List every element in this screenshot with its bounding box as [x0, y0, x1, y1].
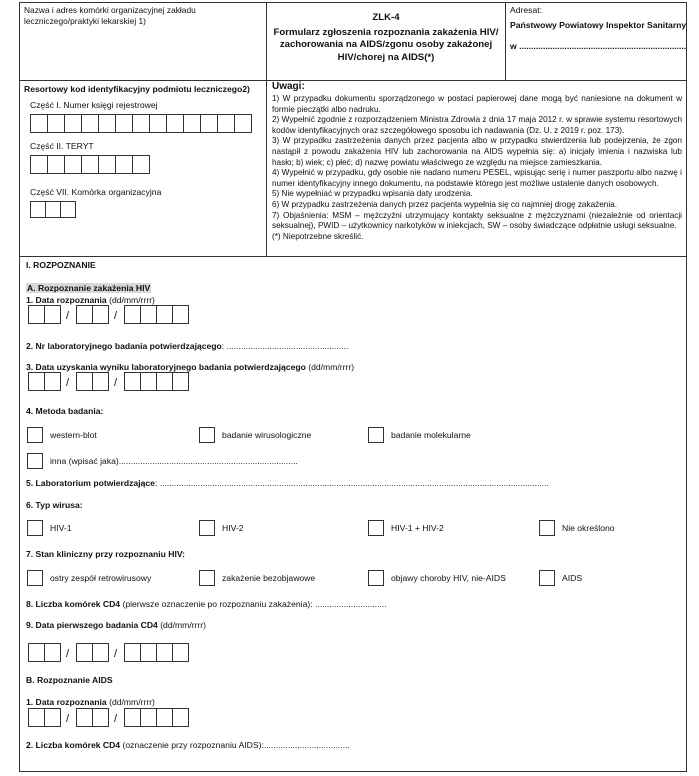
id-part1-cell[interactable] — [98, 114, 116, 133]
year-cell[interactable] — [140, 372, 157, 391]
uwagi-notes — [272, 94, 682, 242]
address-label: Nazwa i adres komórki organizacyjnej zakładu leczniczego/praktyki lekarskiej 1) — [24, 5, 196, 26]
id-part1-cell[interactable] — [47, 114, 65, 133]
q6-option-hiv2: HIV-2 — [222, 523, 244, 533]
adresat-name: Państwowy Powiatowy Inspektor Sanitarny — [510, 20, 687, 30]
b1-bold: 1. Data rozpoznania — [26, 697, 107, 707]
b2-rest[interactable]: (oznaczenie przy rozpoznaniu AIDS):.................................... — [120, 740, 350, 750]
q5-dots[interactable]: : ................................................................................................................................................................... — [154, 478, 549, 488]
b2-label — [26, 740, 350, 751]
q4-checkbox-western-blot[interactable] — [27, 427, 43, 443]
date-separator: / — [66, 310, 70, 322]
id-part1-cell[interactable] — [166, 114, 184, 133]
note-5: 5) Nie wypełniać w przypadku wpisania daty urodzenia. — [272, 189, 473, 199]
date-separator: / — [114, 377, 118, 389]
q1-bold: 1. Data rozpoznania — [26, 295, 107, 305]
month-cell[interactable] — [92, 708, 109, 727]
q7-checkbox-bezobjawowe[interactable] — [199, 570, 215, 586]
id-part2-label: Część II. TERYT — [30, 141, 94, 151]
id-part1-cell[interactable] — [217, 114, 235, 133]
date-separator: / — [114, 310, 118, 322]
id-part1-cell[interactable] — [132, 114, 150, 133]
adresat-w-field[interactable]: w ...................................................................... — [510, 41, 687, 51]
date-separator: / — [66, 377, 70, 389]
q6-checkbox-nieokreslono[interactable] — [539, 520, 555, 536]
uwagi-title: Uwagi: — [272, 81, 305, 92]
id-part2-cell[interactable] — [81, 155, 99, 174]
form-code: ZLK-4 — [372, 12, 400, 23]
q2-bold: 2. Nr laboratoryjnego badania potwierdzającego — [26, 341, 222, 351]
q4-label: 4. Metoda badania: — [26, 406, 104, 416]
id-part1-cell[interactable] — [64, 114, 82, 133]
month-cell[interactable] — [92, 305, 109, 324]
id-part7-cell[interactable] — [60, 201, 76, 218]
q9-bold: 9. Data pierwszego badania CD4 — [26, 620, 158, 630]
q9-hint: (dd/mm/rrrr) — [157, 620, 207, 630]
id-part1-label: Część I. Numer księgi rejestrowej — [30, 100, 158, 110]
id-code-title: Resortowy kod identyfikacyjny podmiotu leczniczego2) — [24, 84, 250, 94]
month-cell[interactable] — [76, 305, 93, 324]
q4-option-western-blot: western-blot — [50, 430, 97, 440]
id-part2-cell[interactable] — [47, 155, 65, 174]
day-cell[interactable] — [44, 305, 61, 324]
date-separator: / — [114, 713, 118, 725]
b2-bold: 2. Liczba komórek CD4 — [26, 740, 121, 750]
day-cell[interactable] — [44, 643, 61, 662]
id-part1-cell[interactable] — [81, 114, 99, 133]
q5-bold: 5. Laboratorium potwierdzające — [26, 478, 155, 488]
year-cell[interactable] — [124, 372, 141, 391]
q6-checkbox-hiv1[interactable] — [27, 520, 43, 536]
b1-label — [26, 697, 155, 708]
form-title-line-2: zachorowania na AIDS/zgonu osoby zakażonej — [279, 39, 493, 50]
q3-hint: (dd/mm/rrrr) — [305, 362, 355, 372]
month-cell[interactable] — [92, 372, 109, 391]
year-cell[interactable] — [156, 372, 173, 391]
id-part1-cell[interactable] — [234, 114, 252, 133]
id-part1-cell[interactable] — [149, 114, 167, 133]
id-part2-cell[interactable] — [132, 155, 150, 174]
day-cell[interactable] — [28, 305, 45, 324]
q7-checkbox-objawy[interactable] — [368, 570, 384, 586]
q2-dots[interactable]: : ................................................... — [221, 341, 349, 351]
year-cell[interactable] — [140, 305, 157, 324]
q9-label — [26, 620, 206, 631]
day-cell[interactable] — [44, 372, 61, 391]
note-4: 4) Wypełnić w przypadku, gdy osobie nie nadano numeru PESEL, wpisując serię i numer paszportu albo nazwę i numer identyfikacyjny innego dokumentu, na podstawie którego jest możliwe ustalenie danych osobowych. — [272, 168, 682, 188]
q4-checkbox-wirusologiczne[interactable] — [199, 427, 215, 443]
q6-option-nieokreslono: Nie określono — [562, 523, 615, 533]
form-title — [268, 12, 504, 64]
month-cell[interactable] — [92, 643, 109, 662]
q6-checkbox-hiv1-hiv2[interactable] — [368, 520, 384, 536]
year-cell[interactable] — [124, 305, 141, 324]
q4-checkbox-other[interactable] — [27, 453, 43, 469]
year-cell[interactable] — [124, 643, 141, 662]
day-cell[interactable] — [28, 643, 45, 662]
column-divider-left — [266, 2, 267, 256]
id-part1-cell[interactable] — [200, 114, 218, 133]
q7-label: 7. Stan kliniczny przy rozpoznaniu HIV: — [26, 549, 186, 559]
q6-option-hiv1-hiv2: HIV-1 + HIV-2 — [391, 523, 444, 533]
adresat-label: Adresat: — [510, 5, 543, 15]
q3-bold: 3. Data uzyskania wyniku laboratoryjnego badania potwierdzającego — [26, 362, 306, 372]
id-part2-cell[interactable] — [30, 155, 48, 174]
note-2: 2) Wypełnić zgodnie z rozporządzeniem Ministra Zdrowia z dnia 17 maja 2012 r. w sprawie systemu resortowych kodów identyfikacyjnych oraz szczegółowego sposobu ich nadawania (Dz. U. z 2019 r. poz. 173). — [272, 115, 682, 135]
date-separator: / — [114, 648, 118, 660]
day-cell[interactable] — [28, 708, 45, 727]
header-divider — [19, 80, 687, 81]
note-7: 7) Objaśnienia: MSM – mężczyźni utrzymujący kontakty seksualne z mężczyznami (niezależnie od orientacji seksualnej), PWID – użytkownicy narkotyków w iniekcjach, SW – osoby świadczące odpłatnie usługi seksualne. — [272, 210, 682, 231]
year-cell[interactable] — [140, 643, 157, 662]
q5-label — [26, 478, 549, 489]
q7-checkbox-aids[interactable] — [539, 570, 555, 586]
id-part1-cell[interactable] — [30, 114, 48, 133]
year-cell[interactable] — [156, 708, 173, 727]
q6-label: 6. Typ wirusa: — [26, 500, 83, 510]
year-cell[interactable] — [156, 643, 173, 662]
q4-option-wirusologiczne: badanie wirusologiczne — [222, 430, 312, 440]
section-divider — [19, 256, 687, 257]
q7-option-ostry: ostry zespół retrowirusowy — [50, 573, 152, 583]
note-1: 1) W przypadku dokumentu sporządzonego w postaci papierowej dane mogą być naniesione na dokument w formie pieczątki albo nadruku. — [272, 94, 682, 114]
q8-bold: 8. Liczba komórek CD4 — [26, 599, 121, 609]
column-divider-right — [505, 2, 506, 80]
q4-checkbox-molekularne[interactable] — [368, 427, 384, 443]
section-title: I. ROZPOZNANIE — [26, 260, 96, 270]
year-cell[interactable] — [156, 305, 173, 324]
date-separator: / — [66, 713, 70, 725]
q4-option-other[interactable]: inna (wpisać jaka)........................................................................... — [50, 456, 298, 466]
a-title: A. Rozpoznanie zakażenia HIV — [27, 283, 151, 293]
day-cell[interactable] — [28, 372, 45, 391]
id-part2-cell[interactable] — [98, 155, 116, 174]
date-separator: / — [66, 648, 70, 660]
year-cell[interactable] — [172, 708, 189, 727]
day-cell[interactable] — [44, 708, 61, 727]
q8-rest[interactable]: (pierwsze oznaczenie po rozpoznaniu zakażenia): .............................. — [120, 599, 387, 609]
a-title-wrap — [26, 283, 151, 294]
id-part1-cell[interactable] — [115, 114, 133, 133]
id-part2-cell[interactable] — [64, 155, 82, 174]
month-cell[interactable] — [76, 643, 93, 662]
q2-label — [26, 341, 348, 352]
month-cell[interactable] — [76, 708, 93, 727]
id-part7-cell[interactable] — [30, 201, 46, 218]
id-part2-cell[interactable] — [115, 155, 133, 174]
id-part1-cell[interactable] — [183, 114, 201, 133]
q7-option-bezobjawowe: zakażenie bezobjawowe — [222, 573, 316, 583]
form-title-line-1: Formularz zgłoszenia rozpoznania zakażenia HIV/ — [273, 26, 499, 38]
id-part7-label: Część VII. Komórka organizacyjna — [30, 187, 162, 197]
year-cell[interactable] — [172, 372, 189, 391]
b-title: B. Rozpoznanie AIDS — [26, 675, 113, 685]
year-cell[interactable] — [124, 708, 141, 727]
q7-option-objawy: objawy choroby HIV, nie-AIDS — [391, 573, 506, 583]
month-cell[interactable] — [76, 372, 93, 391]
id-part7-cell[interactable] — [45, 201, 61, 218]
note-6: 6) W przypadku zastrzeżenia danych przez pacjenta wypełnia się co najmniej drogę zakażenia. — [272, 199, 617, 209]
b1-hint: (dd/mm/rrrr) — [106, 697, 155, 707]
q7-option-aids: AIDS — [562, 573, 583, 583]
year-cell[interactable] — [172, 643, 189, 662]
q6-option-hiv1: HIV-1 — [50, 523, 72, 533]
form-title-line-3: HIV/chorej na AIDS(*) — [337, 51, 435, 63]
note-3: 3) W przypadku zastrzeżenia danych przez pacjenta albo w przypadku stwierdzenia lub podejrzenia, że zgon nastąpił z powodu zakażenia HIV lub zachorowania na AIDS wypełnia się: a) inicjały imienia i nazwiska lub hasło; b) wiek; c) płeć; d) nazwę powiatu właściwego ze względu na miejsce zamieszkania. — [272, 136, 682, 167]
q1-hint: (dd/mm/rrrr) — [106, 295, 155, 305]
note-8: (*) Niepotrzebne skreślić. — [272, 231, 364, 241]
q8-label — [26, 599, 387, 610]
year-cell[interactable] — [172, 305, 189, 324]
q6-checkbox-hiv2[interactable] — [199, 520, 215, 536]
q4-option-molekularne: badanie molekularne — [391, 430, 471, 440]
year-cell[interactable] — [140, 708, 157, 727]
q7-checkbox-ostry[interactable] — [27, 570, 43, 586]
